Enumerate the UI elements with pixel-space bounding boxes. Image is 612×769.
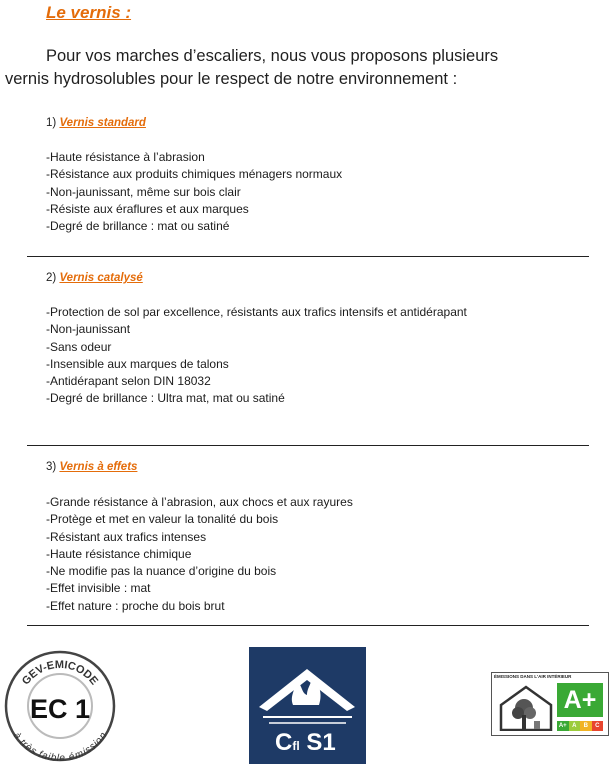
section-label: Vernis à effets (59, 461, 138, 473)
fire-class-label (275, 729, 336, 757)
fire-class-suffix: S1 (306, 729, 336, 756)
list-item: -Ne modifie pas la nuance d’origine du bois (46, 564, 277, 579)
section-divider (27, 256, 589, 257)
emicode-bottom-text: à très faible émission (10, 730, 110, 762)
list-item: -Non-jaunissant (46, 322, 131, 337)
section-heading-catalyse (46, 272, 143, 284)
section-divider (27, 445, 589, 446)
section-heading-standard (46, 117, 146, 129)
list-item: -Degré de brillance : mat ou satiné (46, 219, 230, 234)
scale-a: A (569, 721, 581, 731)
scale-aplus: A+ (558, 723, 567, 729)
list-item: -Résistance aux produits chimiques ménagers normaux (46, 167, 343, 182)
section-number: 1) (46, 117, 57, 129)
section-label: Vernis standard (59, 117, 146, 129)
section-number: 2) (46, 272, 57, 284)
list-item: -Protège et met en valeur la tonalité du bois (46, 512, 279, 527)
list-item: -Degré de brillance : Ultra mat, mat ou satiné (46, 391, 285, 406)
air-quality-header: ÉMISSIONS DANS L'AIR INTÉRIEUR (494, 674, 572, 679)
section-list-catalyse (46, 304, 467, 408)
list-item: -Haute résistance à l’abrasion (46, 150, 205, 164)
intro-line-2: vernis hydrosolubles pour le respect de notre environnement : (5, 70, 458, 88)
scale-b: B (580, 721, 592, 731)
section-list-standard (46, 149, 342, 235)
emicode-main-text: EC 1 (29, 694, 91, 724)
section-number: 3) (46, 461, 57, 473)
list-item: -Protection de sol par excellence, résistants aux trafics intensifs et antidérapant (46, 305, 467, 319)
list-item: -Non-jaunissant, même sur bois clair (46, 184, 241, 199)
list-item: -Grande résistance à l’abrasion, aux chocs et aux rayures (46, 495, 353, 509)
air-quality-grade: A+ (557, 683, 603, 717)
list-item: -Effet nature : proche du bois brut (46, 598, 225, 613)
fire-class-main: C (275, 729, 293, 756)
scale-c: C (592, 721, 604, 731)
house-tree-icon (498, 683, 554, 731)
fire-class-sub: fl (292, 739, 300, 753)
list-item: -Résiste aux éraflures et aux marques (46, 201, 249, 216)
section-heading-effets (46, 461, 137, 473)
air-quality-scale (557, 721, 603, 731)
section-list-effets (46, 494, 353, 615)
list-item: -Résistant aux trafics intenses (46, 529, 207, 544)
emicode-arc-text: GEV-EMICODE (19, 658, 101, 688)
list-item: -Effet invisible : mat (46, 581, 151, 596)
air-quality-label (491, 672, 609, 736)
intro-line-1: Pour vos marches d’escaliers, nous vous proposons plusieurs (46, 47, 499, 65)
section-divider (27, 625, 589, 626)
page-title: Le vernis : (46, 3, 132, 22)
list-item: -Insensible aux marques de talons (46, 356, 229, 371)
emicode-ec1-logo (4, 650, 116, 762)
list-item: -Haute résistance chimique (46, 546, 192, 561)
fire-classification-logo (249, 647, 366, 764)
section-label: Vernis catalysé (59, 272, 143, 284)
list-item: -Sans odeur (46, 339, 112, 354)
list-item: -Antidérapant selon DIN 18032 (46, 374, 211, 389)
